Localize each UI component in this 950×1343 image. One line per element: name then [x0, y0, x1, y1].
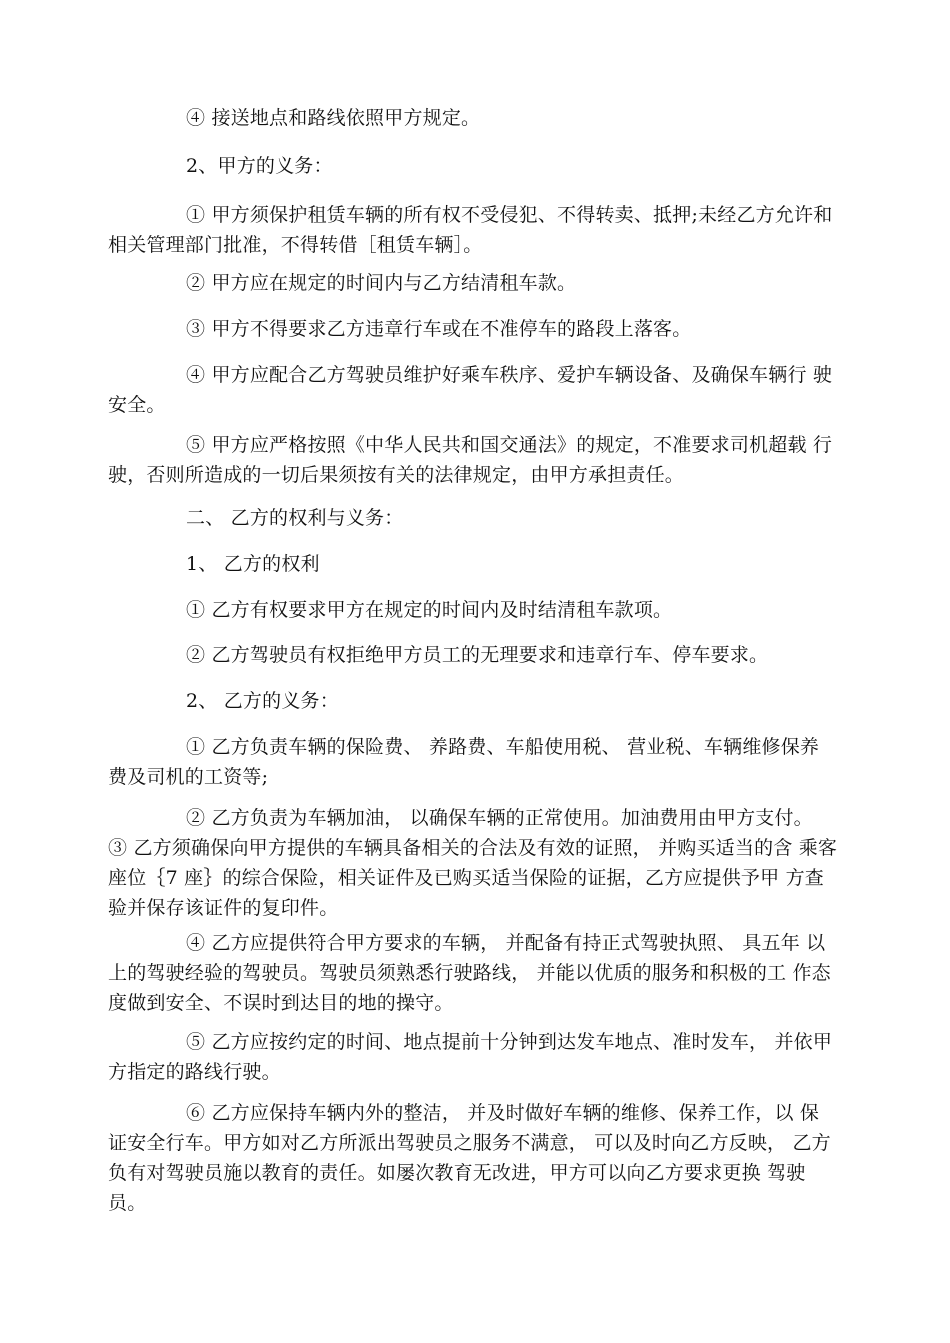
section-heading: 2、甲方的义务：: [186, 155, 333, 177]
section-heading: 1、 乙方的权利: [186, 553, 320, 575]
paragraph: ④ 接送地点和路线依照甲方规定。: [186, 107, 481, 129]
paragraph: ① 甲方须保护租赁车辆的所有权不受侵犯、不得转卖、抵押;未经乙方允许和相关管理部门批准，不得转借［租赁车辆］。: [108, 204, 833, 256]
paragraph: ⑥ 乙方应保持车辆内外的整洁， 并及时做好车辆的维修、保养工作，以 保证安全行车。甲方如对乙方所派出驾驶员之服务不满意， 可以及时向乙方反映， 乙方负有对驾驶员施以教育的责任。如屡次教育无改进，甲方可以向乙方要求更换 驾驶员。: [108, 1102, 831, 1214]
paragraph: ⑤ 甲方应严格按照《中华人民共和国交通法》的规定，不准要求司机超载 行驶，否则所造成的一切后果须按有关的法律规定，由甲方承担责任。: [108, 434, 833, 486]
paragraph: ② 乙方驾驶员有权拒绝甲方员工的无理要求和违章行车、停车要求。: [186, 644, 769, 666]
paragraph: ④ 甲方应配合乙方驾驶员维护好乘车秩序、爱护车辆设备、及确保车辆行 驶安全。: [108, 364, 833, 416]
paragraph: ② 甲方应在规定的时间内与乙方结清租车款。: [186, 272, 577, 294]
paragraph: ④ 乙方应提供符合甲方要求的车辆， 并配备有持正式驾驶执照、 具五年 以上的驾驶经验的驾驶员。驾驶员须熟悉行驶路线， 并能以优质的服务和积极的工 作态度做到安全、不误时到达目的地的操守。: [108, 932, 831, 1014]
paragraph: ⑤ 乙方应按约定的时间、地点提前十分钟到达发车地点、准时发车， 并依甲方指定的路线行驶。: [108, 1031, 833, 1083]
section-heading: 2、 乙方的义务：: [186, 690, 339, 712]
paragraph: ③ 甲方不得要求乙方违章行车或在不准停车的路段上落客。: [186, 318, 692, 340]
paragraph: ① 乙方负责车辆的保险费、 养路费、车船使用税、 营业税、车辆维修保养 费及司机的工资等;: [108, 736, 820, 788]
paragraph: ② 乙方负责为车辆加油， 以确保车辆的正常使用。加油费用由甲方支付。 ③ 乙方须确保向甲方提供的车辆具备相关的合法及有效的证照， 并购买适当的含 乘客座位｛7 座｝的综合保险，相关证件及已购买适当保险的证据，乙方应提供予甲 方查验并保存该证件的复印件。: [108, 807, 838, 919]
paragraph: ① 乙方有权要求甲方在规定的时间内及时结清租车款项。: [186, 599, 673, 621]
section-heading: 二、 乙方的权利与义务：: [186, 507, 404, 529]
